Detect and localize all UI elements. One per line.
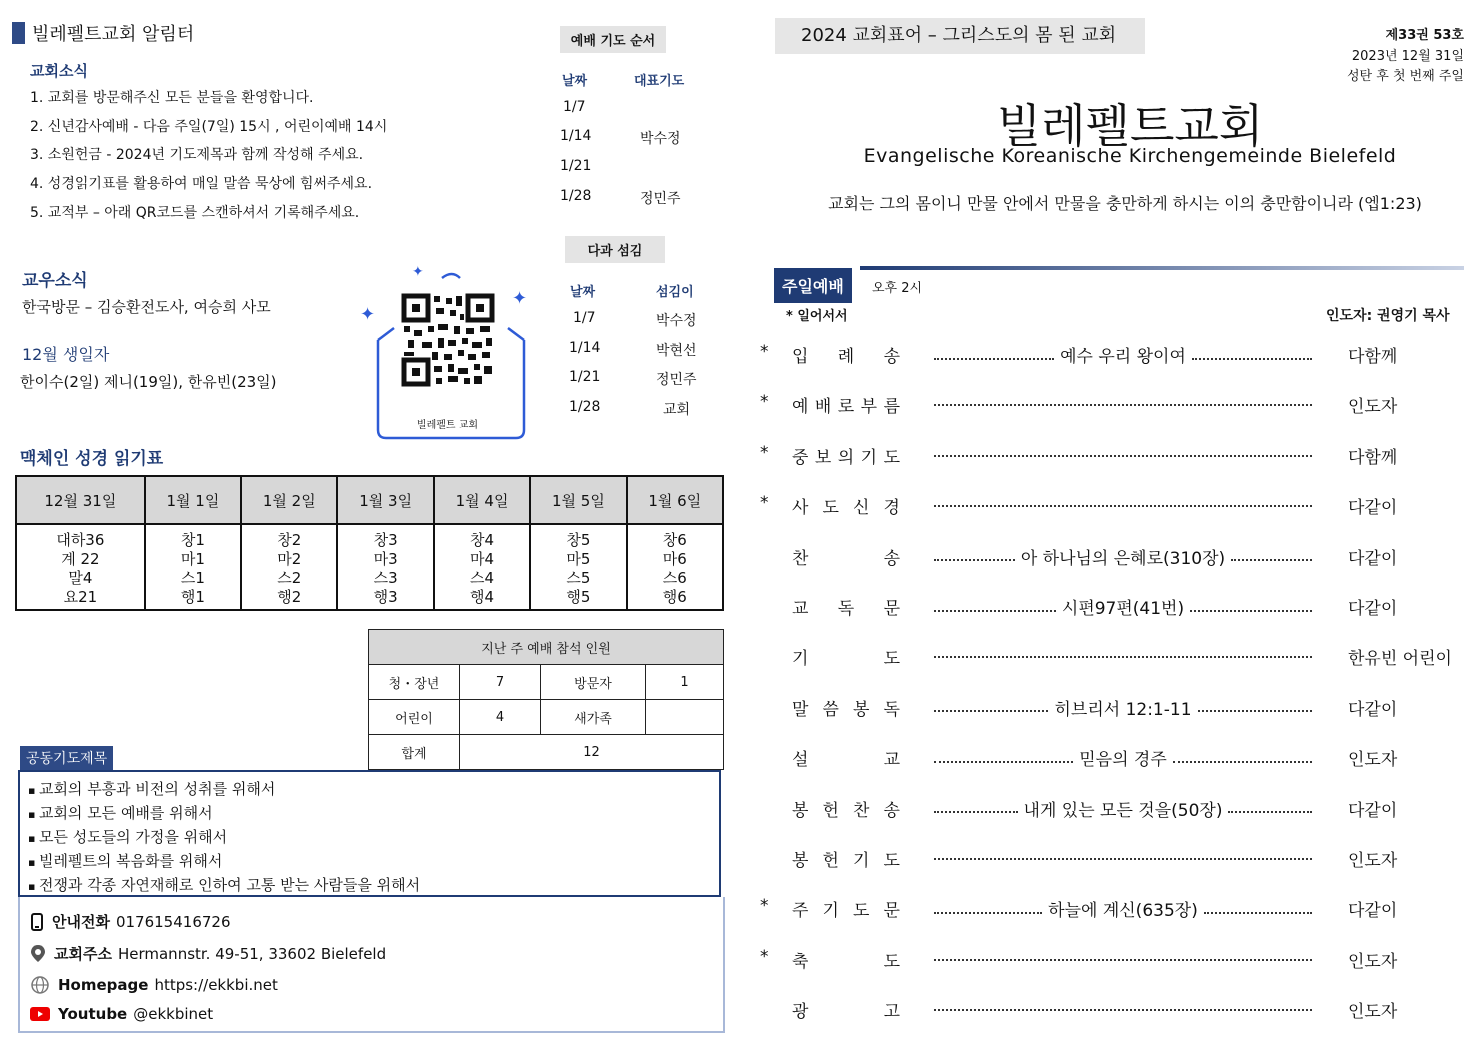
bible-reading-cell: 대하36 계 22 말4 요21 [16,524,145,610]
order-item-name-char: 예 [792,397,809,418]
order-item-name-char: 주 [792,901,809,922]
order-leader-dots [934,544,1312,569]
church-news-item: 4. 성경읽기표를 활용하여 매일 말씀 묵상에 힘써주세요. [30,176,373,192]
order-leader-dots [934,846,1312,864]
order-item-name-char: 보 [814,447,832,468]
worship-order-row [760,846,1464,876]
worship-section-tag: 주일예배 [774,268,852,303]
prayer-order-date: 1/21 [560,158,592,174]
order-item-name-char: 기 [792,649,809,670]
order-item-name-char: 도 [883,649,900,670]
order-item-name [792,796,900,821]
order-item-name-char: 송 [883,347,900,367]
phone-label: 안내전화 [52,913,110,931]
homepage-link[interactable]: https://ekkbi.net [154,976,278,994]
serving-person: 정민주 [656,372,697,388]
prayer-item: ▪ 모든 성도들의 가정을 위해서 [28,826,719,850]
stand-marker: * [760,442,769,463]
order-item-person: 다함께 [1348,447,1398,468]
dot-leader [1190,598,1312,612]
dot-leader [934,997,1312,1011]
worship-order-row [760,493,1464,523]
order-leader-dots [934,896,1312,921]
qr-caption: 빌레펠트 교회 [416,420,479,431]
attendance-label: 합계 [369,735,460,770]
attendance-title: 지난 주 예배 참석 인원 [369,630,724,665]
stand-marker: * [760,493,769,514]
contact-phone [30,911,231,932]
contact-youtube [30,1005,213,1023]
order-leader-dots [934,796,1312,821]
order-item-name [792,392,900,417]
bible-reading-cell: 창2 마2 스2 행2 [241,524,337,610]
bible-reading-cell: 창3 마3 스3 행3 [337,524,433,610]
serving-title: 다과 섬김 [565,236,665,263]
dot-leader [1228,799,1312,813]
stand-marker: * [760,392,769,413]
worship-order-row [760,745,1464,775]
bible-reading-cell: 창6 마6 스6 행6 [627,524,723,610]
order-leader-dots [934,695,1312,720]
church-name: 빌레펠트교회 [996,99,1264,153]
service-leader: 인도자: 권영기 목사 [1326,308,1450,324]
order-item-name-char: 의 [837,447,855,468]
order-item-person: 다같이 [1348,548,1398,569]
contact-info-box [18,897,725,1033]
phone-icon [30,913,44,931]
order-leader-dots [934,947,1312,965]
order-item-name-char: 기 [853,851,870,871]
church-news-item: 1. 교회를 방문해주신 모든 분들을 환영합니다. [30,90,314,106]
serving-person: 박현선 [656,343,697,359]
order-item-name-char: 신 [853,498,870,519]
serving-date: 1/21 [569,369,601,385]
order-item-name-char: 봉 [853,699,870,720]
qr-card[interactable] [360,262,535,442]
worship-order-row [760,796,1464,826]
bible-day-header: 1월 5일 [530,476,626,524]
worship-order-row [760,695,1464,725]
order-item-person: 다같이 [1348,599,1398,619]
order-item-name-char: 설 [792,750,809,771]
worship-order-row [760,544,1464,574]
attendance-table [368,629,724,770]
order-leader-dots [934,997,1312,1015]
order-item-person: 다같이 [1348,498,1398,519]
prayer-order-date: 1/7 [563,99,586,115]
birthday-heading: 12월 생일자 [22,345,110,364]
serving-person: 박수정 [656,313,697,329]
order-item-name-char: 사 [792,498,809,519]
order-item-name-char: 교 [792,599,809,619]
dot-leader [1204,900,1312,914]
youtube-handle[interactable]: @ekkbinet [133,1005,214,1023]
bible-reading-cell: 창1 마1 스1 행1 [145,524,241,610]
order-item-name [792,947,900,972]
prayer-item: ▪ 전쟁과 각종 자연재해로 인하여 고통 받는 사람들을 위해서 [28,874,719,898]
church-news-item: 2. 신년감사예배 - 다음 주일(7일) 15시 , 어린이예배 14시 [30,119,388,135]
prayer-list-box [18,770,721,897]
header-accent-bar [12,22,25,44]
contact-homepage [30,975,278,995]
dot-leader [934,493,1312,507]
order-item-name-char: 찬 [792,548,809,569]
order-item-person: 다함께 [1348,347,1398,367]
bible-day-header: 12월 31일 [16,476,145,524]
order-leader-dots [934,644,1312,662]
order-item-name-char: 로 [837,397,855,418]
order-item-name-char: 송 [883,800,900,821]
order-item-name-char: 도 [853,901,870,922]
order-item-person: 인도자 [1348,851,1398,871]
dot-leader [934,900,1042,914]
order-item-person: 인도자 [1348,951,1398,972]
order-item-content: 히브리서 12:1-11 [1054,699,1192,720]
worship-order-row [760,443,1464,473]
order-item-name [792,443,900,468]
dot-leader [934,443,1312,457]
order-item-name-char: 문 [883,901,900,922]
bible-day-header: 1월 6일 [627,476,723,524]
attendance-value [646,700,724,735]
order-leader-dots [934,342,1312,367]
youtube-label: Youtube [58,1005,128,1023]
order-leader-dots [934,745,1312,770]
order-item-person: 인도자 [1348,1002,1398,1023]
dot-leader [1173,749,1312,763]
order-item-name-char: 도 [822,498,839,519]
dot-leader [934,346,1054,360]
dot-leader [934,547,1015,561]
attendance-value: 4 [460,700,541,735]
order-item-name [792,644,900,669]
order-item-name [792,997,900,1022]
dot-leader [1192,346,1312,360]
order-item-name-char: 도 [883,851,900,871]
phone-number[interactable]: 017615416726 [115,912,231,931]
order-leader-dots [934,594,1312,619]
homepage-label: Homepage [58,976,149,994]
order-item-name-char: 경 [883,498,900,519]
member-news-text: 한국방문 – 김승환전도사, 여승희 사모 [22,298,271,316]
order-item-content: 시편97편(41번) [1061,599,1185,619]
prayer-item: ▪ 교회의 부흥과 비전의 성취를 위해서 [28,778,719,802]
bible-reading-cell: 창5 마5 스5 행5 [530,524,626,610]
order-item-name-char: 문 [883,599,900,619]
order-item-name-char: 도 [883,951,900,972]
prayer-order-title: 예배 기도 순서 [560,26,666,53]
order-item-person: 다같이 [1348,901,1398,922]
serving-date: 1/14 [569,340,601,356]
svg-text:✦: ✦ [360,304,376,325]
order-item-name-char: 독 [837,599,855,619]
prayer-order-person: 정민주 [640,191,681,207]
qr-card-frame [360,262,535,442]
birthday-text: 한이수(2일) 제니(19일), 한유빈(23일) [20,373,277,391]
bible-day-header: 1월 1일 [145,476,241,524]
bulletin-board-title: 빌레펠트교회 알림터 [32,24,195,45]
order-item-name [792,695,900,720]
worship-order-row [760,997,1464,1027]
prayer-order-date: 1/28 [560,188,592,204]
attendance-label: 방문자 [541,665,646,700]
dot-leader [934,644,1312,658]
prayer-order-date: 1/14 [560,128,592,144]
member-news-heading: 교우소식 [22,271,88,291]
serving-person: 교회 [663,402,691,418]
bible-day-header: 1월 2일 [241,476,337,524]
order-item-person: 한유빈 어린이 [1348,649,1452,670]
dot-leader [934,598,1056,612]
attendance-label: 새가족 [541,700,646,735]
dot-leader [934,698,1048,712]
standing-note: * 일어서서 [786,309,848,324]
stand-marker: * [760,946,769,967]
order-item-name-char: 독 [883,699,900,720]
order-leader-dots [934,392,1312,410]
worship-order-row [760,594,1464,624]
church-news-heading: 교회소식 [30,62,88,80]
svg-text:✦: ✦ [512,288,528,309]
address-label: 교회주소 [54,945,112,963]
order-item-person: 인도자 [1348,750,1398,771]
serving-date: 1/7 [573,310,596,326]
stand-marker: * [760,342,769,362]
dot-leader [934,799,1018,813]
prayer-item: ▪ 빌레펠트의 복음화를 위해서 [28,850,719,874]
order-item-name-char: 말 [792,699,809,720]
liturgical-sunday: 성탄 후 첫 번째 주일 [1347,69,1464,84]
prayer-order-person: 박수정 [640,131,681,147]
bible-day-header: 1월 3일 [337,476,433,524]
order-item-content: 믿음의 경주 [1079,750,1167,771]
order-item-content: 하늘에 계신(635장) [1048,901,1198,922]
prayer-item: ▪ 교회의 모든 예배를 위해서 [28,802,719,826]
worship-time: 오후 2시 [872,281,923,296]
attendance-value: 1 [646,665,724,700]
order-item-name-char: 헌 [822,800,839,821]
order-item-content: 내게 있는 모든 것을(50장) [1023,800,1223,821]
order-item-name [792,846,900,871]
worship-order-row [760,342,1464,372]
order-item-content: 아 하나님의 은혜로(310장) [1020,548,1226,569]
order-item-name-char: 부 [860,397,878,418]
order-item-name [792,745,900,770]
order-leader-dots [934,443,1312,461]
serving-col-person: 섬김이 [656,285,694,300]
church-name-german: Evangelische Koreanische Kirchengemeinde Bielefeld [863,145,1397,167]
dot-leader [1231,547,1312,561]
bible-reading-table [15,475,724,611]
bulletin-date: 2023년 12월 31일 [1351,49,1464,64]
order-item-name [792,544,900,569]
bible-reading-cell: 창4 마4 스4 행4 [434,524,530,610]
order-leader-dots [934,493,1312,511]
bible-plan-heading: 맥체인 성경 읽기표 [20,449,164,469]
order-item-name-char: 도 [883,447,900,468]
order-item-name-char: 씀 [822,699,839,720]
location-pin-icon [30,944,46,964]
order-item-name-char: 례 [837,347,855,367]
order-item-name-char: 름 [883,397,900,418]
globe-icon [30,975,50,995]
order-item-name-char: 광 [792,1002,809,1023]
order-item-name-char: 헌 [822,851,839,871]
qr-code [402,294,494,386]
dot-leader [934,947,1312,961]
worship-section-rule [860,266,1464,270]
dot-leader [934,846,1312,860]
order-item-name-char: 기 [860,447,878,468]
church-news-item: 3. 소원헌금 - 2024년 기도제목과 함께 작성해 주세요. [30,147,364,163]
order-item-person: 다같이 [1348,800,1398,821]
worship-order-row [760,896,1464,926]
bible-day-header: 1월 4일 [434,476,530,524]
contact-address [30,943,386,964]
dot-leader [934,749,1073,763]
order-item-person: 다같이 [1348,699,1398,720]
attendance-label: 청・장년 [369,665,460,700]
dot-leader [1198,698,1312,712]
prayer-order-col-person: 대표기도 [634,74,685,89]
order-item-name-char: 축 [792,951,809,972]
order-item-name [792,342,900,367]
attendance-value: 7 [460,665,541,700]
attendance-total: 12 [460,735,724,770]
worship-order-row [760,947,1464,977]
order-item-name-char: 배 [814,397,832,418]
order-item-name-char: 교 [883,750,900,771]
serving-col-date: 날짜 [570,285,596,300]
order-item-name-char: 중 [792,447,809,468]
prayer-tag: 공동기도제목 [20,746,113,770]
attendance-label: 어린이 [369,700,460,735]
youtube-icon [30,1007,50,1021]
theme-verse: 교회는 그의 몸이니 만물 안에서 만물을 충만하게 하시는 이의 충만함이니라 (엡1:23) [828,194,1422,213]
order-item-name-char: 고 [883,1002,900,1023]
stand-marker: * [760,896,769,917]
order-item-name [792,493,900,518]
worship-order-row [760,392,1464,422]
order-item-name-char: 찬 [853,800,870,821]
order-item-name-char: 봉 [792,851,809,871]
dot-leader [934,392,1312,406]
prayer-order-col-date: 날짜 [562,74,588,89]
address-text: Hermannstr. 49-51, 33602 Bielefeld [117,944,387,963]
worship-order-row [760,644,1464,674]
order-item-name-char: 봉 [792,800,809,821]
order-item-name-char: 기 [822,901,839,922]
svg-text:✦: ✦ [412,264,424,280]
order-item-name-char: 입 [792,347,809,367]
order-item-name [792,594,900,619]
order-item-content: 예수 우리 왕이여 [1060,347,1186,367]
serving-date: 1/28 [569,399,601,415]
church-news-item: 5. 교적부 – 아래 QR코드를 스캔하셔서 기록해주세요. [30,205,360,221]
order-item-name-char: 송 [883,548,900,569]
order-item-name [792,896,900,921]
church-motto: 2024 교회표어 – 그리스도의 몸 된 교회 [775,18,1145,54]
order-item-person: 인도자 [1348,397,1398,418]
volume-number: 제33권 53호 [1385,28,1464,43]
